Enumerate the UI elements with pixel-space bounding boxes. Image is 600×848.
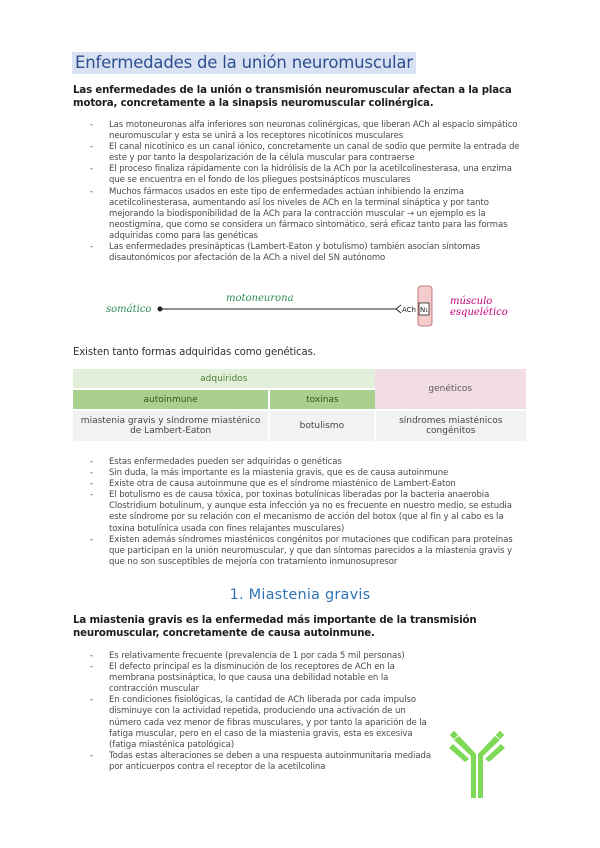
- intro-paragraph: Las enfermedades de la unión o transmisión neuromuscular afectan a la placa motora, concretamente a la sinapsis neuromuscular colinérgica.: [73, 85, 512, 109]
- forms-paragraph: Existen tanto formas adquiridas como genéticas.: [73, 347, 316, 358]
- ach-label: ACh: [402, 306, 416, 314]
- list-item: - En condiciones fisiológicas, la cantidad de ACh liberada por cada impulso disminuye con la actividad repetida, produciendo una activación de un número cada vez menor de fibras musculares, y por tanto la aparición de la fatiga muscular, pero en el caso de la miastenia gravis, esta es excesiva (fatiga miasténica patológica): [90, 695, 438, 750]
- list-item: - Las enfermedades presinápticas (Lambert-Eaton y botulismo) también asocian síntomas disautonómicos por afectación de la ACh a nivel del SN autónomo: [90, 242, 528, 264]
- header-genetic: genéticos: [375, 369, 526, 410]
- neuron-label: motoneurona: [226, 293, 294, 304]
- title-block: [72, 52, 416, 74]
- page-title: Enfermedades de la unión neuromuscular: [72, 52, 416, 74]
- list-item: - Estas enfermedades pueden ser adquiridas o genéticas: [90, 457, 528, 468]
- list-item: - El proceso finaliza rápidamente con la hidrólisis de la ACh por la acetilcolinesterasa, una enzima que se encuentra en el fondo de los pliegues postsinápticos musculares: [90, 164, 528, 186]
- cell-genetic: síndromes miasténicos congénitos: [375, 410, 526, 441]
- mg-intro-paragraph: La miastenia gravis es la enfermedad más importante de la transmisión neuromuscular, concretamente de causa autoinmune.: [73, 615, 477, 639]
- bullet-list-1: [90, 120, 528, 264]
- receptor-label: N₁: [420, 306, 429, 314]
- muscle-label-1: músculo: [450, 296, 493, 307]
- header-acquired: adquiridos: [73, 369, 375, 389]
- list-item: - El canal nicotínico es un canal iónico, concretamente un canal de sodio que permite la entrada de este y por tanto la despolarización de la célula muscular para contraerse: [90, 142, 528, 164]
- list-item: - Es relativamente frecuente (prevalencia de 1 por cada 5 mil personas): [90, 651, 438, 662]
- neuromuscular-diagram: [100, 282, 510, 330]
- header-autoimmune: autoinmune: [73, 389, 269, 410]
- bullet-list-3: [90, 651, 438, 773]
- bullet-list-2: [90, 457, 528, 568]
- list-item: - Las motoneuronas alfa inferiores son neuronas colinérgicas, que liberan ACh al espacio simpático neuromuscular y esta se unirá a los receptores nicotínicos musculares: [90, 120, 528, 142]
- section-heading: 1. Miastenia gravis: [229, 587, 371, 603]
- list-item: - Existen además síndromes miasténicos congénitos por mutaciones que codifican para proteínas que participan en la unión neuromuscular, y que dan síntomas parecidos a la miastenia gravis y que no son susceptibles de mejoría con tratamiento inmunosupresor: [90, 535, 528, 568]
- cell-toxins: botulismo: [269, 410, 374, 441]
- antibody-icon: [447, 728, 507, 800]
- cell-autoimmune: miastenia gravis y síndrome miasténico de Lambert-Eaton: [73, 410, 269, 441]
- list-item: - El defecto principal es la disminución de los receptores de ACh en la membrana postsináptica, lo que causa una debilidad notable en la contracción muscular: [90, 662, 438, 695]
- list-item: - Todas estas alteraciones se deben a una respuesta autoinmunitaria mediada por anticuerpos contra el receptor de la acetilcolina: [90, 751, 439, 773]
- header-toxins: toxinas: [269, 389, 374, 410]
- muscle-label-2: esquelético: [450, 307, 508, 318]
- list-item: - Existe otra de causa autoinmune que es el síndrome miasténico de Lambert-Eaton: [90, 479, 528, 490]
- terminal-icon: [396, 305, 401, 313]
- classification-table: [73, 369, 526, 441]
- list-item: - El botulismo es de causa tóxica, por toxinas botulínicas liberadas por la bacteria anaerobia Clostridium botulinum, y aunque esta infección ya no es frecuente en nuestro medio, se estudia este síndrome por su relación con el mecanismo de acción del botox (que al fin y al cabo es la toxina botulínica usada con fines relajantes musculares): [90, 490, 528, 534]
- list-item: - Sin duda, la más importante es la miastenia gravis, que es de causa autoinmune: [90, 468, 528, 479]
- soma-label: somático: [106, 304, 152, 315]
- list-item: - Muchos fármacos usados en este tipo de enfermedades actúan inhibiendo la enzima acetilcolinesterasa, aumentando así los niveles de ACh en la terminal sináptica y por tanto mejorando la biodisponibilidad de la ACh para la contracción muscular → un ejemplo es la neostigmina, que como se considera un fármaco sintomático, será eficaz tanto para las formas adquiridas como para las genéticas: [90, 187, 528, 242]
